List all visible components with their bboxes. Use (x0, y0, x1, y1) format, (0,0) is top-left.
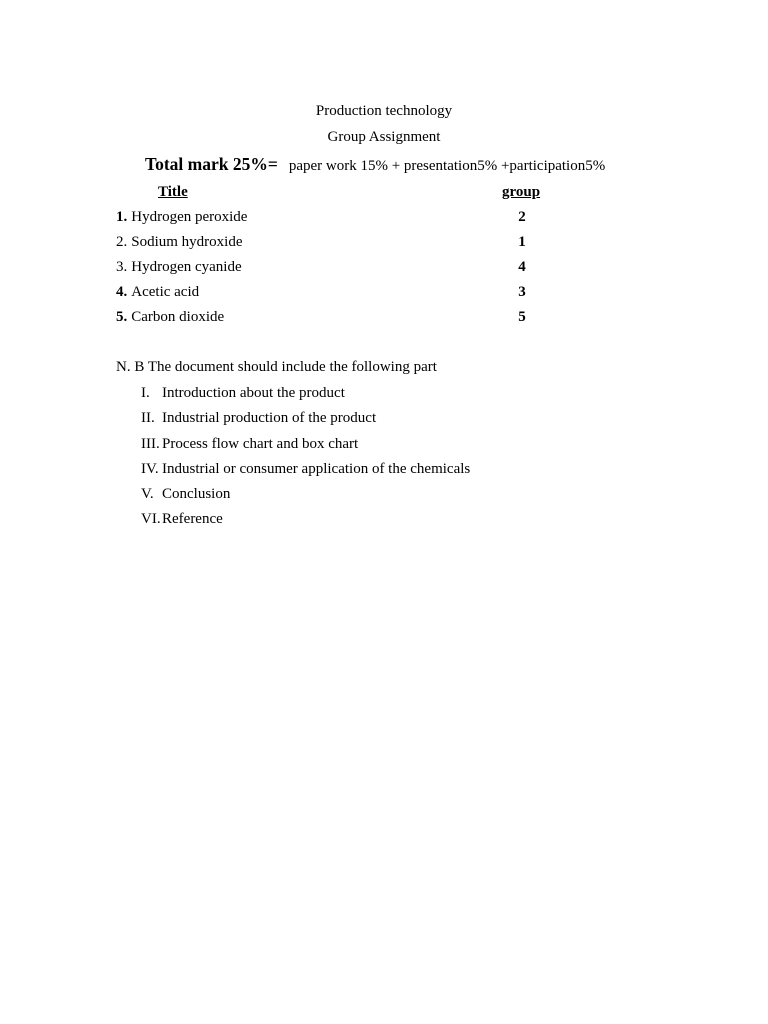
row-number: 1. (116, 209, 128, 225)
list-item (141, 385, 345, 402)
row-chemical-name: Hydrogen peroxide (131, 209, 248, 225)
course-title: Production technology (315, 103, 453, 119)
row-group-number: 2 (518, 209, 526, 225)
list-item (141, 436, 358, 453)
list-item (141, 486, 230, 503)
roman-numeral: IV. (141, 461, 159, 477)
row-chemical-name: Carbon dioxide (131, 309, 225, 325)
table-row (116, 209, 556, 229)
roman-numeral: III. (141, 436, 160, 452)
table-row (116, 309, 556, 329)
row-group-number: 5 (518, 309, 526, 325)
row-group-number: 1 (518, 234, 526, 250)
row-number: 4. (116, 284, 128, 300)
row-number: 3. (116, 259, 128, 275)
row-chemical-name: Acetic acid (131, 284, 200, 300)
note-intro: N. B The document should include the following part (116, 359, 437, 375)
part-text: Industrial or consumer application of the chemicals (162, 461, 471, 477)
part-text: Industrial production of the product (162, 410, 377, 426)
table-row (116, 234, 556, 254)
row-number: 5. (116, 309, 128, 325)
row-chemical-name: Hydrogen cyanide (131, 259, 242, 275)
row-group-number: 4 (518, 259, 526, 275)
table-row (116, 284, 556, 304)
group-column-header: group (502, 184, 541, 200)
list-item (141, 461, 470, 478)
list-item (141, 410, 376, 427)
roman-numeral: I. (141, 385, 150, 401)
total-mark-label: Total mark 25%= (145, 154, 278, 174)
row-number: 2. (116, 234, 128, 250)
part-text: Reference (162, 511, 223, 527)
assignment-title: Group Assignment (327, 129, 441, 145)
total-mark-line (145, 154, 605, 175)
list-item (141, 511, 223, 528)
roman-numeral: II. (141, 410, 155, 426)
roman-numeral: VI. (141, 511, 161, 527)
part-text: Conclusion (162, 486, 231, 502)
roman-numeral: V. (141, 486, 154, 502)
part-text: Process flow chart and box chart (162, 436, 359, 452)
row-group-number: 3 (518, 284, 526, 300)
table-row (116, 259, 556, 279)
mark-breakdown: paper work 15% + presentation5% +participation5% (288, 158, 606, 174)
row-chemical-name: Sodium hydroxide (131, 234, 243, 250)
title-column-header: Title (158, 184, 188, 200)
part-text: Introduction about the product (162, 385, 345, 401)
